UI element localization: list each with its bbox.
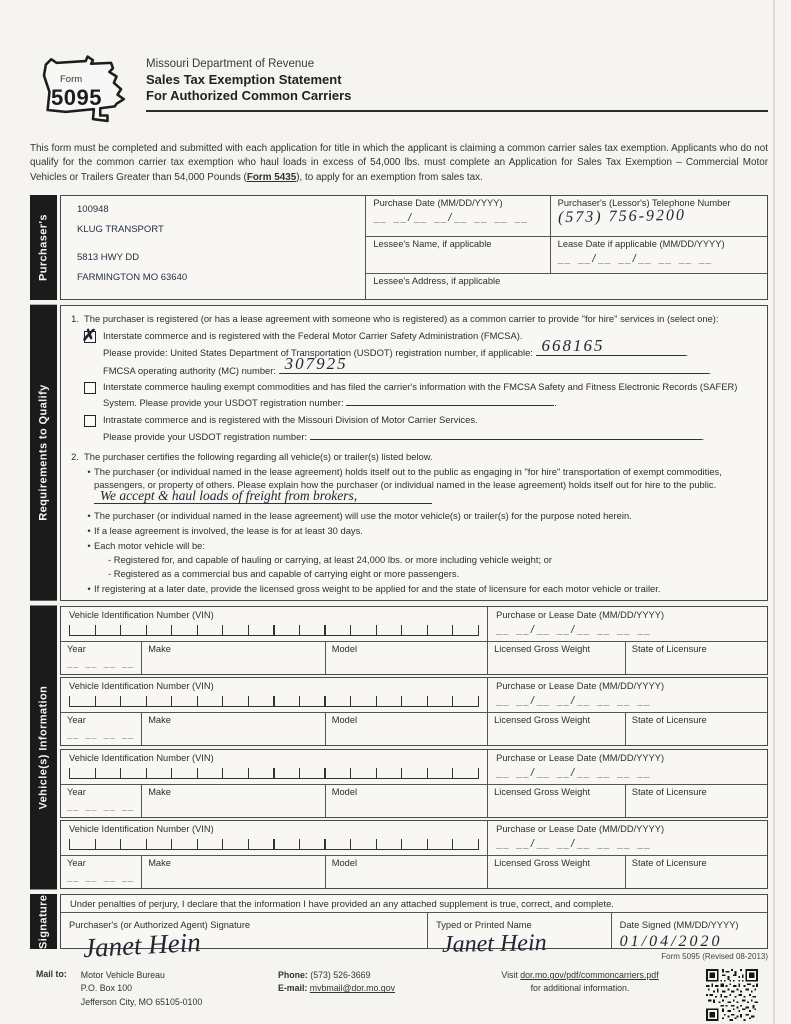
licensed-gross-weight-label: Licensed Gross Weight <box>494 786 591 797</box>
bullet2-text: • The purchaser (or individual named in the lease agreement) will use the motor vehicle(s) or trailer(s) for the purpose noted herein. <box>94 509 632 521</box>
purchaser-section <box>30 195 768 300</box>
form-5435-link[interactable]: Form 5435 <box>246 171 297 183</box>
make-label: Make <box>148 786 171 797</box>
period: . <box>708 364 712 376</box>
purchase-date-field[interactable] <box>366 196 550 236</box>
purchase-or-lease-date-blank: __ __/__ __/__ __ __ __ <box>496 838 651 850</box>
mc-handwritten-value: 307925 <box>284 353 348 373</box>
state-of-licensure-field[interactable] <box>626 856 767 888</box>
perjury-statement: Under penalties of perjury, I declare that the information I have provided an any attached supplement is true, correct, and complete. <box>61 895 767 913</box>
qr-code-icon <box>706 969 758 1023</box>
commoncarriers-pdf-link[interactable]: dor.mo.gov/pdf/commoncarriers.pdf <box>520 970 659 981</box>
mail-line-1: Motor Vehicle Bureau <box>80 970 165 981</box>
vin-label: Vehicle Identification Number (VIN) <box>69 752 214 763</box>
year-field[interactable] <box>61 713 142 745</box>
period: . <box>685 347 689 359</box>
state-of-licensure-label: State of Licensure <box>631 643 707 654</box>
state-of-licensure-label: State of Licensure <box>631 858 707 869</box>
year-field[interactable] <box>61 785 142 817</box>
licensed-gross-weight-field[interactable] <box>488 856 626 888</box>
vin-label: Vehicle Identification Number (VIN) <box>69 609 214 620</box>
printed-name-field[interactable] <box>428 913 612 959</box>
phone-field[interactable] <box>551 196 767 236</box>
vehicle-block <box>60 677 768 746</box>
vin-ticks <box>69 839 479 850</box>
lessee-address-field[interactable] <box>366 274 767 299</box>
item1-number: 1. <box>71 312 79 324</box>
requirements-section-label: Requirements to Qualify <box>30 305 57 601</box>
item2-text: The purchaser certifies the following regarding all vehicle(s) or trailer(s) listed below. <box>84 450 433 462</box>
state-of-licensure-field[interactable] <box>626 713 767 745</box>
requirements-section <box>30 305 768 601</box>
licensed-gross-weight-label: Licensed Gross Weight <box>494 715 591 726</box>
year-label: Year <box>67 786 86 797</box>
option1-line2-label: Please provide: United States Department of Transportation (USDOT) registration number, if applicable: <box>103 347 533 359</box>
option3-usdot-field[interactable] <box>310 428 702 440</box>
option2-text: Interstate commerce hauling exempt commodities and has filed the carrier's information with the FMCSA Safety and Fitness Electronic Records (SAFER) System. Please provide your USDOT registration number: <box>103 381 738 408</box>
lease-date-label: Lease Date if applicable (MM/DD/YYYY) <box>557 238 725 249</box>
model-label: Model <box>331 715 358 726</box>
make-field[interactable] <box>142 785 326 817</box>
make-label: Make <box>148 643 171 654</box>
footer <box>30 969 768 1023</box>
year-blank: __ __ __ __ <box>67 730 135 741</box>
purchase-or-lease-date-field[interactable] <box>488 678 767 712</box>
vin-field[interactable] <box>61 750 488 784</box>
year-field[interactable] <box>61 856 142 888</box>
checkbox-intrastate[interactable] <box>84 415 96 427</box>
purchase-date-blank: __ __/__ __/__ __ __ __ <box>373 211 528 223</box>
make-field[interactable] <box>142 856 326 888</box>
model-field[interactable] <box>326 785 488 817</box>
make-label: Make <box>148 858 171 869</box>
vehicle-stack <box>60 606 768 890</box>
purchase-or-lease-date-label: Purchase or Lease Date (MM/DD/YYYY) <box>496 609 665 620</box>
year-label: Year <box>67 858 86 869</box>
state-of-licensure-label: State of Licensure <box>631 715 707 726</box>
model-field[interactable] <box>326 713 488 745</box>
purchase-or-lease-date-label: Purchase or Lease Date (MM/DD/YYYY) <box>496 824 665 835</box>
model-label: Model <box>331 643 358 654</box>
make-label: Make <box>148 715 171 726</box>
option1-line1: Interstate commerce and is registered with the Federal Motor Carrier Safety Administration (FMCSA). <box>103 329 523 341</box>
option1-line3-label: FMCSA operating authority (MC) number: <box>103 364 276 376</box>
period: . <box>701 431 705 443</box>
vin-field[interactable] <box>61 821 488 855</box>
lessee-name-field[interactable] <box>366 237 550 273</box>
usdot-number-field[interactable] <box>536 336 686 356</box>
visit-prefix: Visit <box>501 970 521 981</box>
form-title-line2: For Authorized Common Carriers <box>146 88 352 104</box>
printed-name-handwritten: Janet Hein <box>441 930 547 959</box>
signature-section-label: Signature <box>30 894 57 949</box>
purchase-or-lease-date-blank: __ __/__ __/__ __ __ __ <box>496 766 651 778</box>
year-blank: __ __ __ __ <box>67 801 135 812</box>
usdot-handwritten-value: 668165 <box>541 336 605 356</box>
year-blank: __ __ __ __ <box>67 658 135 669</box>
date-signed-handwritten: 01/04/2020 <box>619 933 723 951</box>
mc-number-field[interactable] <box>279 353 709 374</box>
model-label: Model <box>331 858 358 869</box>
missouri-state-outline-icon <box>30 52 136 130</box>
agency-name: Missouri Department of Revenue <box>146 58 315 70</box>
vin-label: Vehicle Identification Number (VIN) <box>69 824 214 835</box>
intro-text-1: This form must be completed and submitted with each application for title in which the applicant is claiming a common carrier sales tax exemption. Applicants who do not qualify for the common carrier tax exemption who haul loads in excess of 54,000 lbs. must complete an Application for Sales Tax Exemption – Commercial Motor Vehicles or Trailers Greater than 54,000 Pounds ( <box>30 143 768 183</box>
date-signed-field[interactable] <box>612 913 767 951</box>
item2-number: 2. <box>71 450 79 462</box>
phone-handwritten-value: (573) 756-9200 <box>557 206 686 227</box>
year-label: Year <box>67 715 86 726</box>
purchaser-info-cell[interactable] <box>61 196 366 299</box>
intro-text-2: ), to apply for an exemption from sales tax. <box>296 171 483 183</box>
checkbox-interstate-fmcsa[interactable] <box>81 324 98 346</box>
mail-line-2: P.O. Box 100 <box>80 983 132 994</box>
explanation-handwritten: We accept & haul loads of freight from brokers, <box>100 488 358 504</box>
lessee-address-label: Lessee's Address, if applicable <box>373 275 501 286</box>
bullet4-sub1: - Registered for, and capable of hauling or carrying, at least 24,000 lbs. or more including vehicle weight; or <box>108 553 552 565</box>
signature-handwritten: Janet Hein <box>82 927 202 964</box>
form-title-block <box>146 52 768 112</box>
model-field[interactable] <box>326 642 488 674</box>
state-of-licensure-field[interactable] <box>626 642 767 674</box>
make-field[interactable] <box>142 713 326 745</box>
bullet1-text: The purchaser (or individual named in the lease agreement) holds itself out to the public as engaging in "for hire" transportation of exempt commodities, passengers, or property of others. Please explain how the purchaser (or individual named in the lease agreement) holds itself out for hire to the public. <box>94 466 722 490</box>
vehicle-block <box>60 606 768 675</box>
purchaser-account-number: 100948 <box>77 203 109 215</box>
form-number: 5095 <box>51 85 102 110</box>
licensed-gross-weight-field[interactable] <box>488 713 626 745</box>
year-blank: __ __ __ __ <box>67 873 135 884</box>
printed-name-label: Typed or Printed Name <box>436 920 532 931</box>
vehicles-section-label: Vehicle(s) Information <box>30 606 57 890</box>
licensed-gross-weight-field[interactable] <box>488 642 626 674</box>
date-signed-label: Date Signed (MM/DD/YYYY) <box>619 920 739 931</box>
visit-suffix: for additional information. <box>530 983 630 994</box>
vehicles-section <box>30 606 768 890</box>
purchase-date-label: Purchase Date (MM/DD/YYYY) <box>373 197 503 208</box>
purchaser-city-state-zip: FARMINGTON MO 63640 <box>77 271 188 283</box>
bullet3-text: • If a lease agreement is involved, the lease is for at least 30 days. <box>94 524 363 536</box>
vehicle-block <box>60 820 768 889</box>
lease-date-blank: __ __/__ __/__ __ __ __ <box>557 252 713 264</box>
purchaser-section-label: Purchaser's <box>30 195 57 300</box>
option3-line2-label: Please provide your USDOT registration number: <box>103 431 308 443</box>
licensed-gross-weight-field[interactable] <box>488 785 626 817</box>
phone-contact-label: Phone: <box>278 970 308 981</box>
signature-label: Purchaser's (or Authorized Agent) Signature <box>69 920 251 931</box>
purchase-or-lease-date-label: Purchase or Lease Date (MM/DD/YYYY) <box>496 752 665 763</box>
year-label: Year <box>67 643 86 654</box>
form-word: Form <box>60 74 83 85</box>
lease-date-field[interactable] <box>551 237 767 273</box>
vin-label: Vehicle Identification Number (VIN) <box>69 681 214 692</box>
licensed-gross-weight-label: Licensed Gross Weight <box>494 643 591 654</box>
form-revision: Form 5095 (Revised 08-2013) <box>661 952 768 962</box>
explanation-field[interactable] <box>94 488 432 504</box>
option2-usdot-field[interactable] <box>346 394 554 406</box>
bullet4-sub2: - Registered as a commercial bus and capable of carrying eight or more passengers. <box>108 567 460 579</box>
model-field[interactable] <box>326 856 488 888</box>
bullet4-text: • Each motor vehicle will be: <box>94 539 205 551</box>
phone-label: Purchaser's (Lessor's) Telephone Number <box>557 197 731 208</box>
lessee-name-label: Lessee's Name, if applicable <box>373 238 492 249</box>
intro-paragraph <box>30 142 768 185</box>
period: . <box>554 396 557 408</box>
bullet5-text: • If registering at a later date, provide the licensed gross weight to be applied for and the state of licensure for each motor vehicle or trailer. <box>94 583 661 595</box>
state-of-licensure-label: State of Licensure <box>631 786 707 797</box>
email-contact-label: E-mail: <box>278 983 308 994</box>
mail-to-label: Mail to: <box>36 969 67 980</box>
option3-line1: Intrastate commerce and is registered with the Missouri Division of Motor Carrier Services. <box>103 413 478 425</box>
phone-contact-value: (573) 526-3669 <box>310 970 371 981</box>
form-title-line1: Sales Tax Exemption Statement <box>146 72 342 87</box>
vin-ticks <box>69 625 479 636</box>
vin-field[interactable] <box>61 678 488 712</box>
purchase-or-lease-date-field[interactable] <box>488 607 767 641</box>
state-of-licensure-field[interactable] <box>626 785 767 817</box>
item1-text: The purchaser is registered (or has a lease agreement with someone who is registered) as a common carrier to provide "for hire" services in (select one): <box>84 312 719 324</box>
purchase-or-lease-date-field[interactable] <box>488 821 767 855</box>
purchaser-street: 5813 HWY DD <box>77 251 140 263</box>
form-header <box>30 52 768 130</box>
purchase-or-lease-date-blank: __ __/__ __/__ __ __ __ <box>496 695 651 707</box>
vin-ticks <box>69 768 479 779</box>
email-link[interactable]: mvbmail@dor.mo.gov <box>309 983 395 994</box>
mail-line-3: Jefferson City, MO 65105-0100 <box>80 996 203 1007</box>
licensed-gross-weight-label: Licensed Gross Weight <box>494 858 591 869</box>
make-field[interactable] <box>142 642 326 674</box>
purchaser-name: KLUG TRANSPORT <box>77 223 164 235</box>
signature-field[interactable] <box>61 913 428 964</box>
purchase-or-lease-date-label: Purchase or Lease Date (MM/DD/YYYY) <box>496 681 665 692</box>
vin-ticks <box>69 696 479 707</box>
model-label: Model <box>331 786 358 797</box>
purchase-or-lease-date-blank: __ __/__ __/__ __ __ __ <box>496 623 651 635</box>
vehicle-block <box>60 749 768 818</box>
purchase-or-lease-date-field[interactable] <box>488 750 767 784</box>
year-field[interactable] <box>61 642 142 674</box>
checkbox-interstate-exempt[interactable] <box>84 382 96 394</box>
vin-field[interactable] <box>61 607 488 641</box>
checkbox-x-mark: ✗ <box>81 324 98 346</box>
